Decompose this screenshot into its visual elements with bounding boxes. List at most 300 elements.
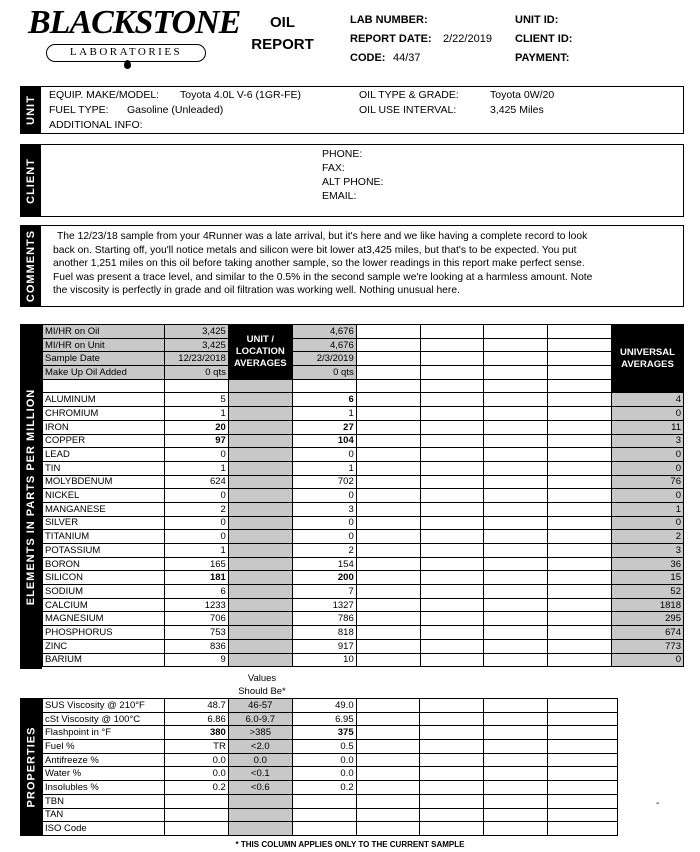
empty-sample-cell [484, 653, 548, 667]
unit-average-value [228, 448, 292, 462]
unit-tab [21, 87, 41, 133]
table-row [43, 352, 684, 366]
empty-sample-cell [356, 781, 420, 795]
sample-2-value: 10 [292, 653, 356, 667]
empty-sample-cell [420, 794, 484, 808]
element-name: NICKEL [43, 489, 165, 503]
element-name: ZINC [43, 639, 165, 653]
universal-average-value: 0 [611, 516, 683, 530]
sample-2-value: 0 [292, 530, 356, 544]
sample-1-value: 165 [164, 557, 228, 571]
empty-sample-cell [420, 461, 484, 475]
empty-sample-cell [484, 475, 548, 489]
empty-sample-cell [484, 753, 548, 767]
empty-sample-cell [484, 530, 548, 544]
empty-sample-cell [356, 726, 420, 740]
sample-2-value: 0.0 [292, 753, 356, 767]
empty-sample-cell [484, 420, 548, 434]
sample-2-value: 4,676 [292, 338, 356, 352]
unit-average-value [228, 626, 292, 640]
sample-2-value: 818 [292, 626, 356, 640]
spacer-cell [356, 379, 420, 393]
table-row [43, 726, 618, 740]
oil-use-label: OIL USE INTERVAL: [359, 104, 457, 116]
should-be-value [228, 794, 292, 808]
table-row [43, 585, 684, 599]
empty-sample-cell [356, 557, 420, 571]
should-be-value: >385 [228, 726, 292, 740]
empty-sample-cell [484, 516, 548, 530]
sample-1-value: 1 [164, 461, 228, 475]
element-name: PHOSPHORUS [43, 626, 165, 640]
sample-1-value: 0 [164, 448, 228, 462]
sample-1-value: 2 [164, 502, 228, 516]
spacer-cell [548, 379, 612, 393]
sample-1-value: 3,425 [164, 338, 228, 352]
empty-sample-cell [356, 325, 420, 339]
unit-average-value [228, 612, 292, 626]
sample-1-value [164, 794, 228, 808]
empty-sample-cell [484, 712, 548, 726]
sample-1-value: 380 [164, 726, 228, 740]
table-row [43, 489, 684, 503]
sample-1-value: 0.0 [164, 753, 228, 767]
empty-sample-cell [548, 726, 618, 740]
table-row [43, 699, 618, 713]
sample-2-value: 4,676 [292, 325, 356, 339]
empty-sample-cell [548, 571, 612, 585]
empty-sample-cell [548, 626, 612, 640]
table-row [43, 516, 684, 530]
client-section [20, 144, 684, 217]
element-name: MANGANESE [43, 502, 165, 516]
empty-sample-cell [548, 434, 612, 448]
spacer-cell [43, 379, 165, 393]
element-name: BARIUM [43, 653, 165, 667]
empty-sample-cell [548, 753, 618, 767]
table-row [43, 502, 684, 516]
empty-sample-cell [356, 393, 420, 407]
empty-sample-cell [548, 598, 612, 612]
empty-sample-cell [484, 338, 548, 352]
elements-tab-label: ELEMENTS IN PARTS PER MILLION [25, 388, 38, 605]
sample-1-value: 0 qts [164, 366, 228, 380]
empty-sample-cell [356, 753, 420, 767]
empty-sample-cell [548, 325, 612, 339]
code-label: CODE: [350, 52, 386, 64]
empty-sample-cell [356, 475, 420, 489]
empty-sample-cell [548, 557, 612, 571]
sample-1-value: 6 [164, 585, 228, 599]
sample-1-value: 0 [164, 530, 228, 544]
empty-sample-cell [548, 420, 612, 434]
empty-sample-cell [420, 822, 484, 836]
empty-sample-cell [356, 585, 420, 599]
sample-1-value: 12/23/2018 [164, 352, 228, 366]
empty-sample-cell [548, 489, 612, 503]
empty-sample-cell [420, 530, 484, 544]
table-row [43, 325, 684, 339]
empty-sample-cell [356, 420, 420, 434]
sample-1-value: 753 [164, 626, 228, 640]
element-name: TITANIUM [43, 530, 165, 544]
property-name: SUS Viscosity @ 210°F [43, 699, 165, 713]
empty-sample-cell [484, 325, 548, 339]
empty-sample-cell [356, 626, 420, 640]
empty-sample-cell [356, 639, 420, 653]
sample-2-value [292, 808, 356, 822]
spacer-cell [164, 379, 228, 393]
empty-sample-cell [484, 502, 548, 516]
table-row [43, 653, 684, 667]
unit-average-value [228, 407, 292, 421]
universal-average-value: 0 [611, 489, 683, 503]
spacer-cell [420, 379, 484, 393]
unit-average-value [228, 461, 292, 475]
should-be-value: 46-57 [228, 699, 292, 713]
empty-sample-cell [548, 461, 612, 475]
unit-average-value [228, 557, 292, 571]
empty-sample-cell [484, 461, 548, 475]
spacer-cell [228, 379, 292, 393]
empty-sample-cell [420, 338, 484, 352]
universal-average-value: 4 [611, 393, 683, 407]
empty-sample-cell [484, 639, 548, 653]
universal-average-value: 674 [611, 626, 683, 640]
empty-sample-cell [356, 653, 420, 667]
spacer-row [43, 379, 684, 393]
empty-sample-cell [484, 434, 548, 448]
table-row [43, 612, 684, 626]
should-be-value: 0.0 [228, 753, 292, 767]
table-row [43, 530, 684, 544]
properties-table [42, 698, 618, 836]
empty-sample-cell [484, 393, 548, 407]
sample-1-value [164, 808, 228, 822]
sample-1-value: 5 [164, 393, 228, 407]
unit-average-value [228, 530, 292, 544]
table-row [43, 448, 684, 462]
table-row [43, 639, 684, 653]
sample-1-value: TR [164, 740, 228, 754]
universal-average-value: 52 [611, 585, 683, 599]
sample-1-value: 0.0 [164, 767, 228, 781]
oil-use-value: 3,425 Miles [490, 104, 544, 116]
empty-sample-cell [548, 585, 612, 599]
fuel-value: Gasoline (Unleaded) [127, 104, 224, 116]
empty-sample-cell [484, 585, 548, 599]
element-name: COPPER [43, 434, 165, 448]
universal-average-value: 0 [611, 461, 683, 475]
sample-2-value: 0 [292, 448, 356, 462]
element-name: ALUMINUM [43, 393, 165, 407]
empty-sample-cell [484, 767, 548, 781]
sample-2-value: 1327 [292, 598, 356, 612]
empty-sample-cell [420, 598, 484, 612]
sample-2-value: 0 qts [292, 366, 356, 380]
client-id-label: CLIENT ID: [515, 33, 573, 45]
fuel-label: FUEL TYPE: [49, 104, 109, 116]
blackstone-logo [28, 4, 241, 68]
sample-1-value: 48.7 [164, 699, 228, 713]
empty-sample-cell [484, 352, 548, 366]
sample-1-value: 3,425 [164, 325, 228, 339]
empty-sample-cell [356, 794, 420, 808]
universal-average-value: 295 [611, 612, 683, 626]
sample-2-value: 200 [292, 571, 356, 585]
phone-label: PHONE: [322, 148, 363, 160]
empty-sample-cell [420, 420, 484, 434]
property-name: ISO Code [43, 822, 165, 836]
sample-2-value: 702 [292, 475, 356, 489]
empty-sample-cell [548, 516, 612, 530]
universal-average-value: 0 [611, 653, 683, 667]
unit-average-value [228, 516, 292, 530]
table-row [43, 434, 684, 448]
title-line-2: REPORT [251, 36, 314, 53]
sample-1-value [164, 822, 228, 836]
empty-sample-cell [356, 352, 420, 366]
report-date-label: REPORT DATE: [350, 33, 432, 45]
empty-sample-cell [484, 808, 548, 822]
sample-1-value: 0 [164, 516, 228, 530]
sample-2-value: 917 [292, 639, 356, 653]
element-name: LEAD [43, 448, 165, 462]
empty-sample-cell [356, 699, 420, 713]
table-row [43, 338, 684, 352]
property-name: Insolubles % [43, 781, 165, 795]
element-name: CALCIUM [43, 598, 165, 612]
empty-sample-cell [548, 639, 612, 653]
empty-sample-cell [548, 781, 618, 795]
universal-average-value: 3 [611, 434, 683, 448]
empty-sample-cell [420, 544, 484, 558]
empty-sample-cell [420, 475, 484, 489]
empty-sample-cell [356, 338, 420, 352]
empty-sample-cell [484, 699, 548, 713]
should-be-value: <2.0 [228, 740, 292, 754]
table-row [43, 781, 618, 795]
empty-sample-cell [420, 571, 484, 585]
empty-sample-cell [548, 767, 618, 781]
sample-2-value: 2/3/2019 [292, 352, 356, 366]
should-be-value: <0.6 [228, 781, 292, 795]
empty-sample-cell [484, 598, 548, 612]
empty-sample-cell [356, 598, 420, 612]
sample-1-value: 624 [164, 475, 228, 489]
sample-1-value: 0 [164, 489, 228, 503]
empty-sample-cell [548, 822, 618, 836]
lab-number-label: LAB NUMBER: [350, 14, 428, 26]
empty-sample-cell [356, 489, 420, 503]
empty-sample-cell [548, 338, 612, 352]
empty-sample-cell [420, 557, 484, 571]
empty-sample-cell [484, 448, 548, 462]
empty-sample-cell [484, 407, 548, 421]
empty-sample-cell [420, 781, 484, 795]
empty-sample-cell [356, 530, 420, 544]
empty-sample-cell [484, 794, 548, 808]
should-be-value: <0.1 [228, 767, 292, 781]
sample-1-value: 1 [164, 407, 228, 421]
table-row [43, 393, 684, 407]
table-row [43, 544, 684, 558]
sample-1-value: 706 [164, 612, 228, 626]
sample-2-value: 375 [292, 726, 356, 740]
universal-average-value: 3 [611, 544, 683, 558]
empty-sample-cell [420, 639, 484, 653]
property-name: Flashpoint in °F [43, 726, 165, 740]
oil-type-label: OIL TYPE & GRADE: [359, 89, 459, 101]
sample-2-value: 0.0 [292, 767, 356, 781]
table-row [43, 712, 618, 726]
unit-average-value [228, 393, 292, 407]
row-label: MI/HR on Oil [43, 325, 165, 339]
values-header-line-2: Should Be* [238, 686, 286, 697]
elements-table [42, 324, 684, 667]
elements-tab [20, 324, 42, 669]
empty-sample-cell [420, 767, 484, 781]
empty-sample-cell [420, 612, 484, 626]
table-row [43, 461, 684, 475]
additional-info-label: ADDITIONAL INFO: [49, 119, 143, 131]
empty-sample-cell [420, 626, 484, 640]
should-be-value [228, 822, 292, 836]
table-row [43, 626, 684, 640]
property-name: TAN [43, 808, 165, 822]
empty-sample-cell [420, 407, 484, 421]
sample-2-value: 49.0 [292, 699, 356, 713]
universal-average-value: 0 [611, 407, 683, 421]
unit-tab-label: UNIT [25, 95, 38, 125]
unit-averages-header: UNIT / LOCATION AVERAGES [228, 325, 292, 380]
sample-2-value: 27 [292, 420, 356, 434]
unit-average-value [228, 434, 292, 448]
table-row [43, 475, 684, 489]
sample-2-value: 2 [292, 544, 356, 558]
comment-line: back on. Starting off, you'll notice metals and silicon were bit lower at3,425 miles, but that's to be expected. You put [53, 244, 577, 256]
empty-sample-cell [548, 352, 612, 366]
spacer-cell [484, 379, 548, 393]
sample-1-value: 1 [164, 544, 228, 558]
universal-average-value: 1 [611, 502, 683, 516]
empty-sample-cell [420, 393, 484, 407]
unit-average-value [228, 571, 292, 585]
empty-sample-cell [548, 393, 612, 407]
empty-sample-cell [420, 325, 484, 339]
empty-sample-cell [420, 502, 484, 516]
equip-label: EQUIP. MAKE/MODEL: [49, 89, 160, 101]
values-should-be-header [230, 672, 294, 698]
empty-sample-cell [548, 448, 612, 462]
universal-averages-header: UNIVERSAL AVERAGES [611, 325, 683, 393]
unit-average-value [228, 585, 292, 599]
empty-sample-cell [420, 808, 484, 822]
table-row [43, 598, 684, 612]
element-name: SODIUM [43, 585, 165, 599]
sample-1-value: 6.86 [164, 712, 228, 726]
sample-1-value: 836 [164, 639, 228, 653]
logo-word: BLACKSTONE [28, 4, 241, 41]
table-row [43, 571, 684, 585]
universal-average-value: 36 [611, 557, 683, 571]
universal-average-value: 76 [611, 475, 683, 489]
unit-average-value [228, 639, 292, 653]
code-value: 44/37 [393, 52, 421, 64]
empty-sample-cell [548, 740, 618, 754]
sample-1-value: 1233 [164, 598, 228, 612]
sample-2-value: 0 [292, 516, 356, 530]
equip-value: Toyota 4.0L V-6 (1GR-FE) [180, 89, 301, 101]
sample-2-value: 1 [292, 407, 356, 421]
unit-average-value [228, 489, 292, 503]
table-row [43, 822, 618, 836]
empty-sample-cell [548, 794, 618, 808]
empty-sample-cell [356, 448, 420, 462]
fax-label: FAX: [322, 162, 345, 174]
unit-average-value [228, 475, 292, 489]
logo-drop-icon [124, 60, 131, 69]
sample-2-value: 786 [292, 612, 356, 626]
element-name: CHROMIUM [43, 407, 165, 421]
empty-sample-cell [420, 448, 484, 462]
universal-average-value: 15 [611, 571, 683, 585]
oil-type-value: Toyota 0W/20 [490, 89, 555, 101]
empty-sample-cell [356, 740, 420, 754]
empty-sample-cell [548, 407, 612, 421]
comments-section [20, 225, 684, 307]
empty-sample-cell [356, 808, 420, 822]
logo-subtitle: LABORATORIES [46, 44, 206, 62]
property-name: Antifreeze % [43, 753, 165, 767]
empty-sample-cell [484, 726, 548, 740]
sample-2-value: 3 [292, 502, 356, 516]
unit-average-value [228, 544, 292, 558]
empty-sample-cell [484, 544, 548, 558]
should-be-value: 6.0-9.7 [228, 712, 292, 726]
element-name: IRON [43, 420, 165, 434]
sample-2-value: 1 [292, 461, 356, 475]
properties-tab-label: PROPERTIES [25, 726, 37, 808]
empty-sample-cell [548, 653, 612, 667]
empty-sample-cell [548, 366, 612, 380]
empty-sample-cell [484, 740, 548, 754]
empty-sample-cell [484, 822, 548, 836]
comment-line: another 1,251 miles on this oil before taking another sample, so the lower readings in this report make perfect sense. [53, 258, 585, 270]
spacer-cell [292, 379, 356, 393]
values-header-line-1: Values [247, 673, 277, 684]
empty-sample-cell [420, 585, 484, 599]
universal-average-value: 773 [611, 639, 683, 653]
table-row [43, 557, 684, 571]
unit-id-label: UNIT ID: [515, 14, 559, 26]
empty-sample-cell [420, 366, 484, 380]
empty-sample-cell [420, 712, 484, 726]
empty-sample-cell [548, 808, 618, 822]
empty-sample-cell [484, 571, 548, 585]
table-row [43, 366, 684, 380]
empty-sample-cell [420, 434, 484, 448]
empty-sample-cell [484, 612, 548, 626]
sample-2-value: 0.5 [292, 740, 356, 754]
empty-sample-cell [420, 753, 484, 767]
empty-sample-cell [356, 822, 420, 836]
element-name: SILVER [43, 516, 165, 530]
empty-sample-cell [548, 475, 612, 489]
sample-1-value: 9 [164, 653, 228, 667]
comments-text [43, 230, 683, 298]
universal-average-value: 0 [611, 448, 683, 462]
